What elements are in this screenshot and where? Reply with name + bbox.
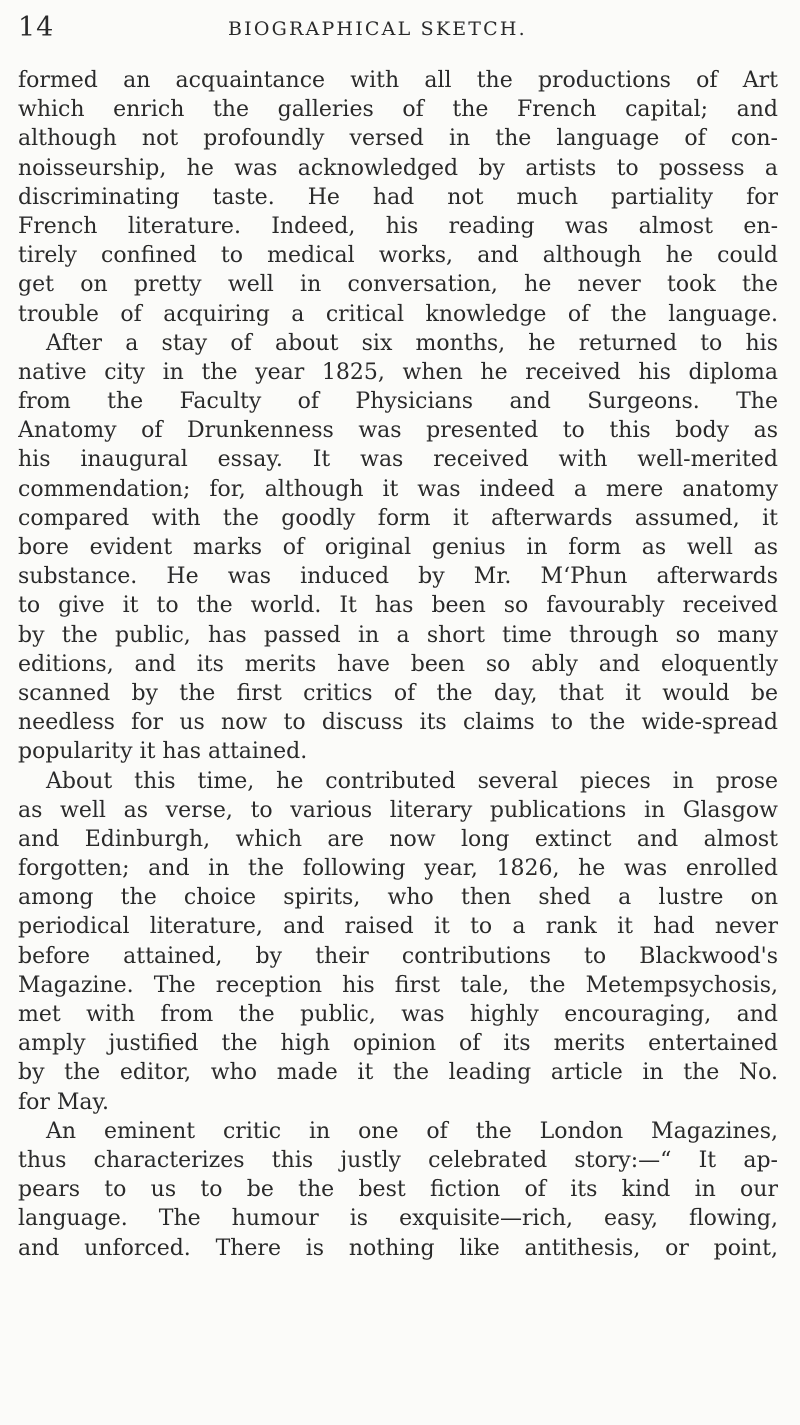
- text-line: met with from the public, was highly encouraging, and: [18, 1002, 778, 1027]
- text-line: trouble of acquiring a critical knowledge of the language.: [18, 301, 778, 327]
- text-line: his inaugural essay. It was received with well-merited: [18, 447, 778, 473]
- text-line: for May.: [18, 1089, 110, 1115]
- text-line: before attained, by their contributions to Blackwood's: [18, 943, 778, 969]
- text-line: native city in the year 1825, when he received his diploma: [18, 359, 778, 385]
- text-line: commendation; for, although it was indeed a mere anatomy: [18, 476, 778, 502]
- text-line: although not profoundly versed in the language of con-: [18, 126, 778, 152]
- text-line: language. The humour is exquisite—rich, easy, flowing,: [18, 1206, 778, 1232]
- text-line: as well as verse, to various literary publications in Glasgow: [18, 797, 778, 823]
- text-line: amply justified the high opinion of its merits entertained: [18, 1031, 778, 1057]
- text-line: get on pretty well in conversation, he never took the: [18, 272, 778, 298]
- text-line: popularity it has attained.: [18, 739, 308, 765]
- text-line: by the editor, who made it the leading article in the No.: [18, 1060, 778, 1086]
- text-line: periodical literature, and raised it to a rank it had never: [18, 914, 778, 940]
- body-text: [18, 66, 778, 1263]
- text-line: noisseurship, he was acknowledged by artists to possess a: [18, 155, 778, 181]
- text-line: discriminating taste. He had not much partiality for: [18, 184, 778, 210]
- page-number: 14: [18, 12, 55, 43]
- text-line: Magazine. The reception his first tale, the Metempsychosis,: [18, 972, 778, 998]
- text-line: and Edinburgh, which are now long extinct and almost: [18, 826, 778, 852]
- text-line: formed an acquaintance with all the productions of Art: [18, 68, 778, 93]
- text-line: and unforced. There is nothing like antithesis, or point,: [18, 1235, 778, 1261]
- text-line: Anatomy of Drunkenness was presented to this body as: [18, 418, 778, 444]
- text-line: thus characterizes this justly celebrated story:—“ It ap-: [18, 1147, 778, 1173]
- text-line: bore evident marks of original genius in form as well as: [18, 535, 778, 560]
- text-line: tirely confined to medical works, and although he could: [18, 243, 778, 269]
- text-line: About this time, he contributed several pieces in prose: [46, 768, 778, 794]
- text-line: After a stay of about six months, he returned to his: [46, 330, 778, 356]
- text-line: among the choice spirits, who then shed a lustre on: [18, 885, 778, 911]
- text-line: from the Faculty of Physicians and Surgeons. The: [18, 389, 778, 415]
- text-line: editions, and its merits have been so ably and eloquently: [18, 651, 778, 677]
- text-line: compared with the goodly form it afterwards assumed, it: [18, 505, 778, 531]
- text-line: needless for us now to discuss its claims to the wide-spread: [18, 710, 778, 736]
- text-line: French literature. Indeed, his reading was almost en-: [18, 213, 778, 239]
- running-title: BIOGRAPHICAL SKETCH.: [228, 18, 527, 40]
- text-line: by the public, has passed in a short time through so many: [18, 622, 778, 648]
- text-line: scanned by the first critics of the day, that it would be: [18, 680, 778, 706]
- text-line: to give it to the world. It has been so favourably received: [18, 593, 778, 619]
- text-line: which enrich the galleries of the French capital; and: [18, 97, 778, 123]
- text-line: An eminent critic in one of the London Magazines,: [46, 1118, 778, 1144]
- text-line: pears to us to be the best fiction of its kind in our: [18, 1177, 778, 1203]
- running-head: [18, 12, 778, 46]
- text-line: forgotten; and in the following year, 1826, he was enrolled: [18, 856, 778, 882]
- text-line: substance. He was induced by Mr. M‘Phun afterwards: [18, 564, 778, 590]
